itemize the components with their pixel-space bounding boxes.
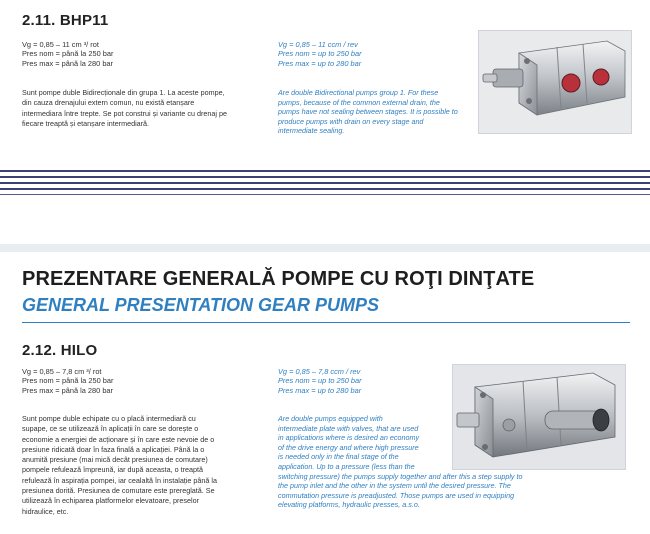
desc-line: Sunt pompe duble echipate cu o placă intermediară cu [22,414,196,423]
desc-line: pompele refulează împreună, iar după aceasta, o treaptă [22,465,204,475]
spec-line: Vg = 0,85 – 7,8 cm ³/ rot [22,367,102,376]
desc-line: in applications where is desired an economy [278,433,420,443]
desc-line: hidraulice, etc. [22,506,69,516]
spec-line: Pres nom = up to 250 bar [278,49,362,59]
overview-title-ro: PREZENTARE GENERALĂ POMPE CU ROŢI DINŢATE [22,268,535,290]
desc-line: intermediate plate with valves, that are used [278,423,419,433]
desc-line: pumps, because of the common external drain, the [278,97,440,107]
desc-line: the pump inlet and the other in the system until the desired pressure. The [278,481,511,491]
desc-line: economie a energiei de acționare și în care este nevoie de o [22,434,215,444]
desc-line: produce pumps with drain on every stage and [278,116,424,126]
spec-line: Pres nom = până la 250 bar [22,376,114,386]
spec-line: Pres nom = up to 250 bar [278,376,362,386]
divider-band [0,176,650,178]
spec-line: Vg = 0,85 – 7,8 ccm / rev [278,367,361,376]
desc-line: intermediate sealing. [278,126,345,136]
desc-line: of the drive energy and where high pressure [278,442,419,452]
divider-band [0,182,650,184]
spec-line: Pres max = up to 280 bar [278,385,362,395]
spec-line: Pres max = până la 280 bar [22,58,114,68]
desc-line: elevating platforms, hydraulic presses, a.s.o. [278,500,420,510]
desc-line: is needed only in the final stage of the [278,452,399,462]
desc-line: anumită presiune (mai mică decât presiunea de comutare) [22,455,208,465]
desc-line: switching pressure) the pumps supply together and after this a step supply to [278,471,523,481]
desc-line: Are double pumps equipped with [278,414,383,423]
desc-line: commutation pressure is preadjusted. Those pumps are used in equipping [278,490,515,500]
bhp11-ro-specs [22,40,113,68]
desc-line: application. Up to a pressure (less than the [278,461,415,471]
spec-line: Pres nom = până la 250 bar [22,49,114,59]
divider-band [0,170,650,172]
bhp11-ro-description [22,88,274,129]
hilo-ro-description [22,414,274,517]
spec-line: Pres max = până la 280 bar [22,385,114,395]
gear-pump-hilo-photo [452,364,626,470]
heading-rule [22,322,630,323]
desc-line: Are double Bidirectional pumps group 1. For these [278,88,439,97]
spec-line: Vg = 0,85 – 11 ccm / rev [278,40,358,49]
desc-line: supape, ce se utilizează în aplicații în care se dorește o [22,424,199,434]
spec-line: Vg = 0,85 – 11 cm ³/ rot [22,40,99,49]
overview-title-en: GENERAL PRESENTATION GEAR PUMPS [22,295,380,315]
desc-line: presiunea dorită. Presiunea de comutare este prereglată. Se [22,486,215,496]
desc-line: din cauza drenajului extern comun, nu există etanșare [22,98,195,108]
divider-band [0,188,650,190]
spec-line: Pres max = up to 280 bar [278,58,362,68]
section-title-bhp11: 2.11. BHP11 [22,12,109,29]
hilo-ro-specs [22,367,113,395]
desc-line: fiecare treaptă și etanșare intermediară. [22,118,150,128]
divider-band [0,194,650,195]
section-title-hilo: 2.12. HILO [22,342,98,359]
desc-line: pumps have not sealing between stages. It is possible to [278,107,458,117]
bhp11-en-description [278,88,478,136]
desc-line: intermediara între trepte. Se pot construi și variante cu drenaj pe [22,108,227,118]
page-break [0,244,650,252]
desc-line: presiune ridicată doar în faza finală a aplicației. Până la o [22,444,205,454]
gear-pump-bhp11-photo [478,30,632,134]
hilo-en-specs [278,367,362,395]
desc-line: refulează în aspirația pompei, iar cealaltă în instalație până la [22,475,217,485]
bhp11-en-specs [278,40,362,68]
desc-line: utilizează în echiparea platformelor elevatoare, preselor [22,496,199,506]
desc-line: Sunt pompe duble Bidirecționale din grupa 1. La aceste pompe, [22,88,225,97]
